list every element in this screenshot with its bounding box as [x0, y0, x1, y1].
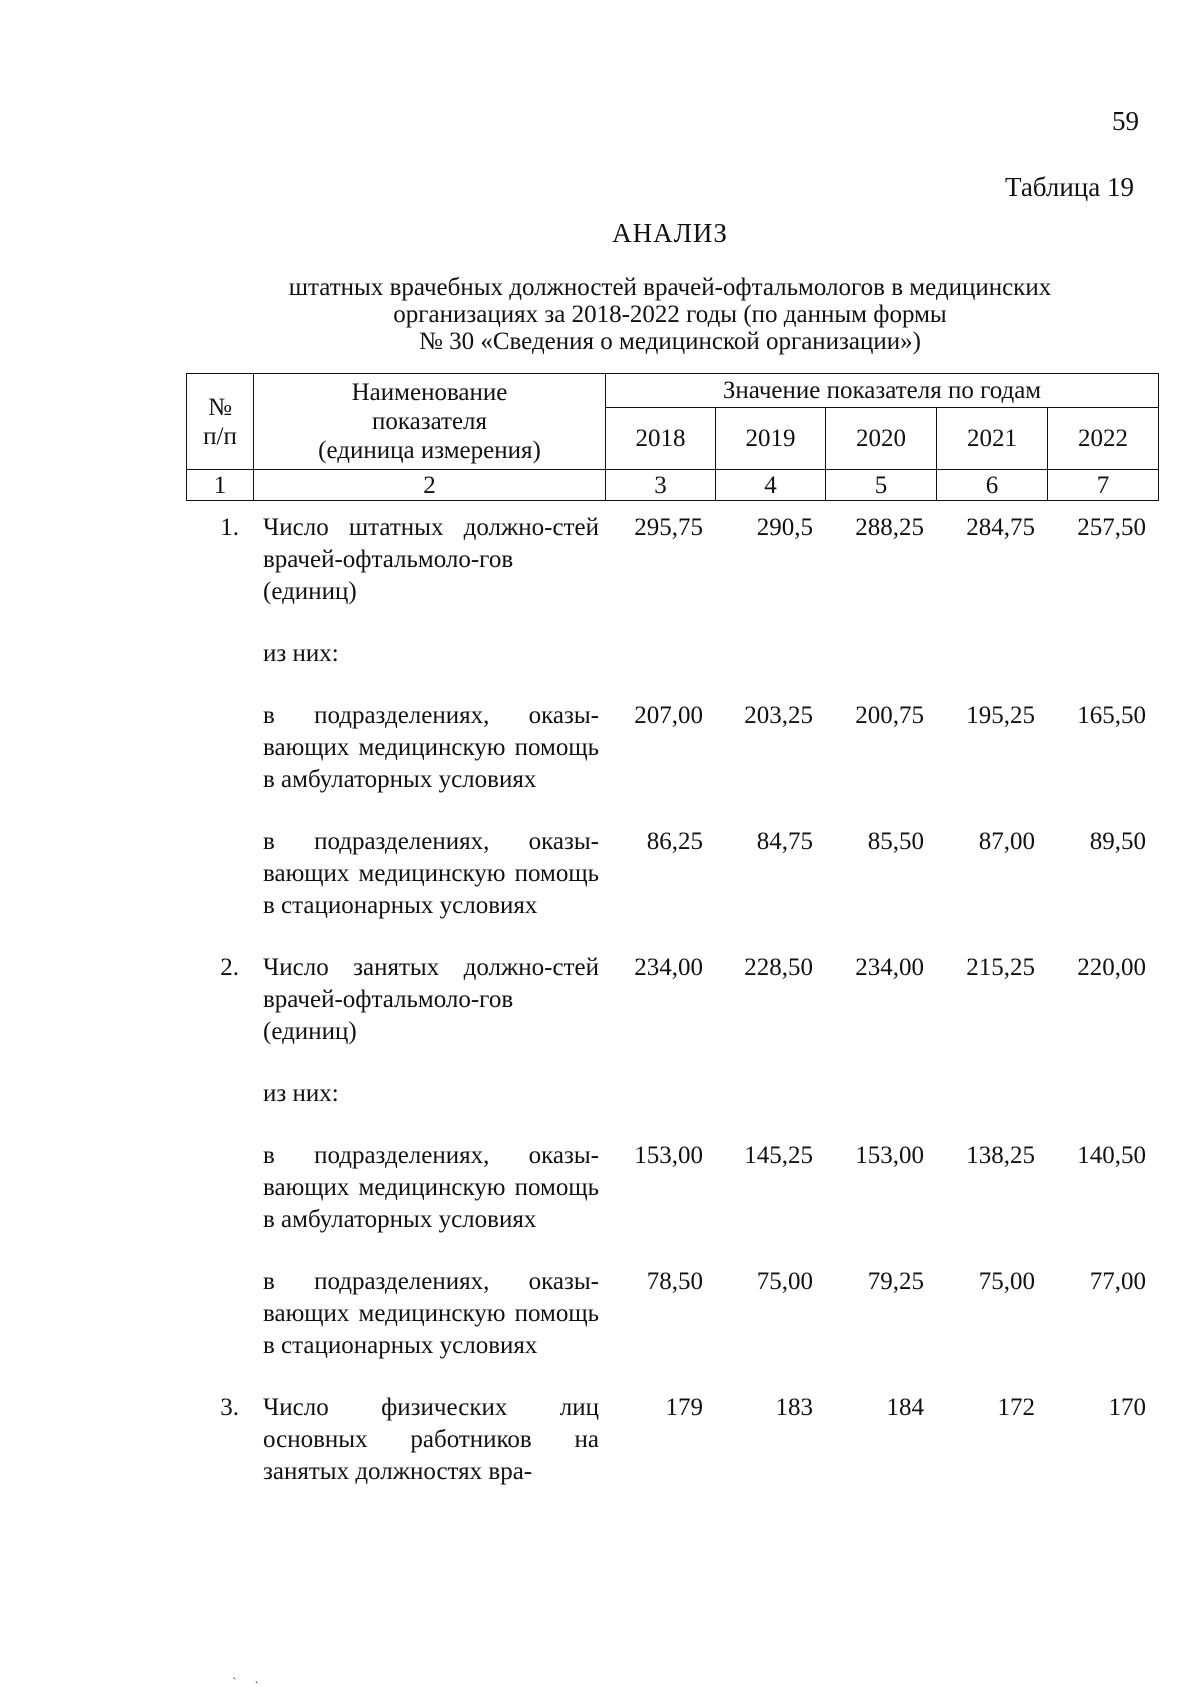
- row-value: 75,00: [756, 1268, 813, 1295]
- row-value: 84,75: [756, 828, 813, 855]
- document-heading: АНАЛИЗ: [612, 218, 728, 248]
- row-indicator-name: из них:: [263, 640, 339, 667]
- row-value: 284,75: [966, 514, 1035, 541]
- row-value: 153,00: [855, 1142, 924, 1169]
- subheading-line: № 30 «Сведения о медицинской организации»): [419, 328, 921, 355]
- row-number: [186, 1078, 253, 1140]
- row-value: 86,25: [646, 828, 703, 855]
- header-cell-group: Значение показателя по годам: [606, 374, 1159, 408]
- row-value: [605, 1078, 715, 1140]
- row-value: 215,25: [966, 954, 1035, 981]
- row-value: 207,00: [634, 702, 703, 729]
- header-year: 2022: [1048, 408, 1159, 470]
- row-value: [825, 638, 936, 700]
- row-value: 288,25: [855, 514, 924, 541]
- row-value: 145,25: [744, 1142, 813, 1169]
- table-row: [186, 826, 1158, 952]
- row-number: [186, 700, 253, 826]
- row-value: [936, 1078, 1047, 1140]
- subheading-line: штатных врачебных должностей врачей-офтальмологов в медицинских: [288, 274, 1052, 301]
- row-value: 79,25: [867, 1268, 924, 1295]
- row-value: 140,50: [1077, 1142, 1146, 1169]
- subheading-line: организациях за 2018-2022 годы (по данным формы: [393, 301, 947, 328]
- column-number: 7: [1048, 470, 1159, 501]
- row-indicator-name: Число физических лиц основных работников на занятых должностях вра-: [263, 1394, 599, 1485]
- row-number: 2.: [220, 954, 239, 981]
- table-row: [186, 1266, 1158, 1392]
- column-number: 3: [606, 470, 716, 501]
- header-name-line: Наименование: [351, 379, 508, 406]
- row-value: 138,25: [966, 1142, 1035, 1169]
- header-cell-no: [187, 374, 254, 470]
- header-cell-name: [254, 374, 606, 470]
- row-value: [1047, 1078, 1158, 1140]
- row-value: [936, 638, 1047, 700]
- row-indicator-name: в подразделениях, оказы-вающих медицинскую помощь в стационарных условиях: [263, 828, 599, 919]
- row-number: 1.: [220, 514, 239, 541]
- header-name-line: показателя: [371, 408, 488, 435]
- row-value: 75,00: [978, 1268, 1035, 1295]
- column-number: 1: [187, 470, 254, 501]
- row-value: [715, 638, 825, 700]
- row-indicator-name: Число занятых должно-стей врачей-офтальмоло-гов (единиц): [263, 954, 599, 1045]
- row-value: 85,50: [867, 828, 924, 855]
- header-name-line: (единица измерения): [318, 437, 541, 464]
- row-indicator-name: в подразделениях, оказы-вающих медицинскую помощь в амбулаторных условиях: [263, 702, 599, 793]
- row-value: 87,00: [978, 828, 1035, 855]
- table-row: [186, 1140, 1158, 1266]
- row-indicator-name: из них:: [263, 1080, 339, 1107]
- table-row: [186, 638, 1158, 700]
- header-year: 2018: [606, 408, 716, 470]
- table-row: [186, 700, 1158, 826]
- column-number: 4: [716, 470, 826, 501]
- row-value: 195,25: [966, 702, 1035, 729]
- row-value: 77,00: [1089, 1268, 1146, 1295]
- row-value: 295,75: [634, 514, 703, 541]
- row-value: 257,50: [1077, 514, 1146, 541]
- row-value: 153,00: [634, 1142, 703, 1169]
- row-value: 220,00: [1077, 954, 1146, 981]
- row-value: 184: [886, 1394, 924, 1421]
- row-number: [186, 1266, 253, 1392]
- row-value: [1047, 638, 1158, 700]
- row-value: 200,75: [855, 702, 924, 729]
- row-value: 183: [775, 1394, 813, 1421]
- table-header: [186, 373, 1159, 501]
- header-no-line: п/п: [203, 422, 237, 450]
- row-number: 3.: [220, 1394, 239, 1421]
- row-number: [186, 826, 253, 952]
- table-row: [186, 1078, 1158, 1140]
- row-value: 228,50: [744, 954, 813, 981]
- column-number: 5: [826, 470, 937, 501]
- table-row: [186, 1392, 1158, 1488]
- row-indicator-name: в подразделениях, оказы-вающих медицинскую помощь в стационарных условиях: [263, 1268, 599, 1359]
- row-indicator-name: в подразделениях, оказы-вающих медицинскую помощь в амбулаторных условиях: [263, 1142, 599, 1233]
- row-value: 170: [1108, 1394, 1146, 1421]
- table-body: [186, 512, 1158, 1488]
- page-number: 59: [1112, 106, 1139, 136]
- row-value: 165,50: [1077, 702, 1146, 729]
- header-year: 2020: [826, 408, 937, 470]
- row-value: 179: [665, 1394, 703, 1421]
- document-subheading: [200, 274, 1140, 355]
- row-value: 172: [997, 1394, 1035, 1421]
- column-number: 6: [937, 470, 1048, 501]
- header-year: 2019: [716, 408, 826, 470]
- scan-marks: ` ·: [232, 1676, 259, 1691]
- row-indicator-name: Число штатных должно-стей врачей-офтальмоло-гов (единиц): [263, 514, 599, 605]
- row-value: 78,50: [646, 1268, 703, 1295]
- table-row: [186, 512, 1158, 638]
- row-value: 290,5: [756, 514, 813, 541]
- row-value: 234,00: [855, 954, 924, 981]
- table-reference: Таблица 19: [1005, 172, 1134, 202]
- row-number: [186, 638, 253, 700]
- row-number: [186, 1140, 253, 1266]
- row-value: [825, 1078, 936, 1140]
- row-value: 234,00: [634, 954, 703, 981]
- row-value: [605, 638, 715, 700]
- row-value: 89,50: [1089, 828, 1146, 855]
- header-year: 2021: [937, 408, 1048, 470]
- table-row: [186, 952, 1158, 1078]
- row-value: 203,25: [744, 702, 813, 729]
- column-number: 2: [254, 470, 606, 501]
- header-no-line: №: [208, 393, 232, 421]
- row-value: [715, 1078, 825, 1140]
